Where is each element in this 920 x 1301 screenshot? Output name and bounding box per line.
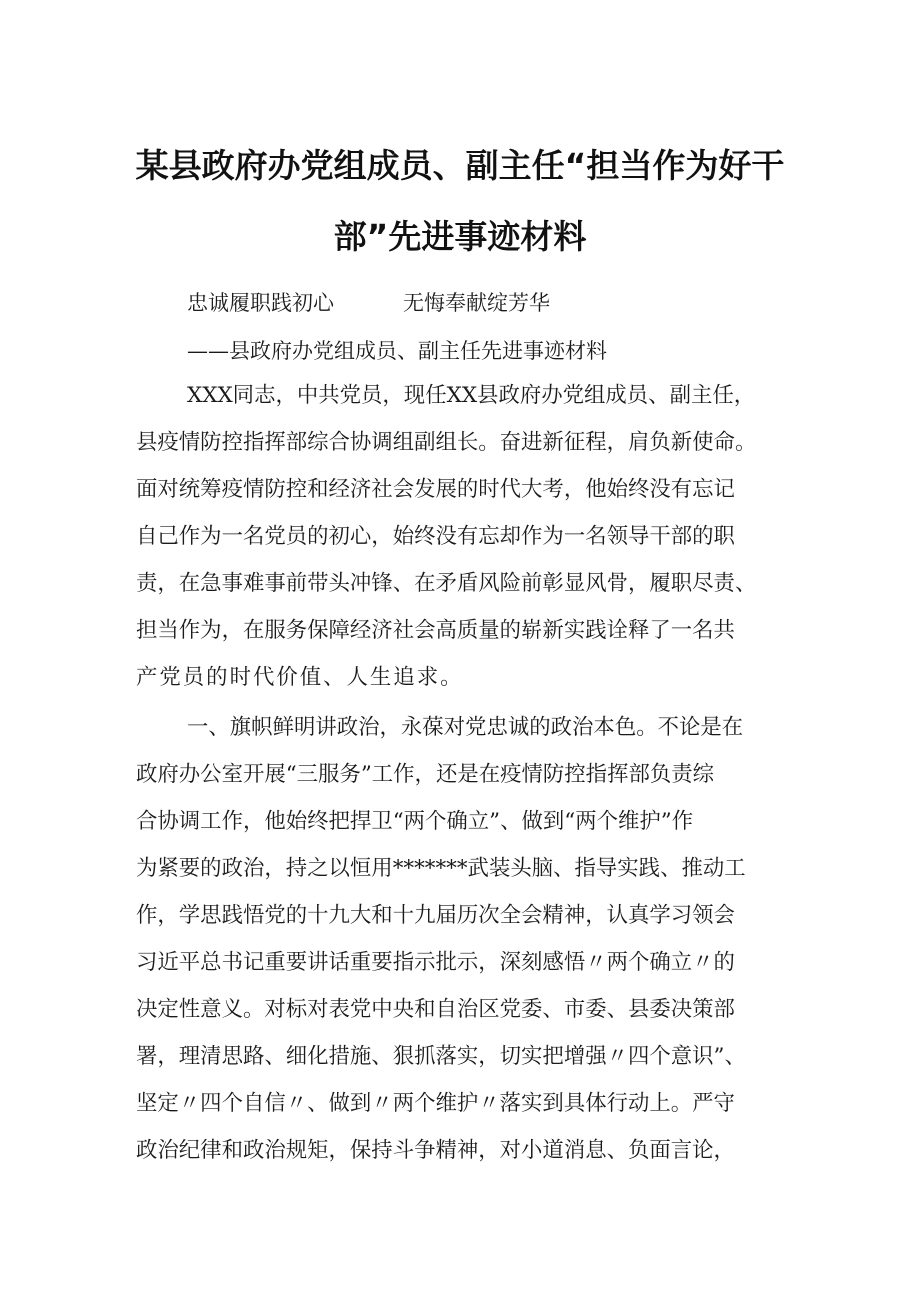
paragraph-line: 面对统筹疫情防控和经济社会发展的时代大考，他始终没有忘记 (136, 477, 735, 502)
paragraph-line: 习近平总书记重要讲话重要指示批示，深刻感悟〃两个确立〃的 (136, 950, 735, 975)
paragraph-line: 政治纪律和政治规矩，保持斗争精神，对小道消息、负面言论， (136, 1138, 735, 1163)
paragraph-line: 作，学思践悟党的十九大和十九届历次全会精神，认真学习领会 (136, 903, 735, 928)
subtitle-left: 忠诚履职践初心 (187, 291, 334, 315)
paragraph-line: 一、旗帜鲜明讲政治，永葆对党忠诚的政治本色。不论是在 (187, 715, 744, 740)
paragraph-line: 政府办公室开展“三服务”工作，还是在疫情防控指挥部负责综 (136, 762, 715, 787)
document-title-line-1: 某县政府办党组成员、副主任“担当作为好干 (135, 146, 785, 185)
paragraph-line: 担当作为，在服务保障经济社会高质量的崭新实践诠释了一名共 (136, 618, 735, 643)
document-title-line-2: 部”先进事迹材料 (333, 217, 587, 256)
paragraph-line: 合协调工作，他始终把捍卫“两个确立”、做到“两个维护”作 (136, 809, 694, 834)
paragraph-line: 县疫情防控指挥部综合协调组副组长。奋进新征程，肩负新使命。 (136, 430, 757, 455)
subtitle-dash: ——县政府办党组成员、副主任先进事迹材料 (187, 339, 607, 363)
paragraph-line: 署，理清思路、细化措施、狠抓落实，切实把增强〃四个意识”、 (136, 1044, 746, 1069)
paragraph-line: 坚定〃四个自信〃、做到〃两个维护〃落实到具体行动上。严守 (136, 1091, 735, 1116)
paragraph-line: 自己作为一名党员的初心，始终没有忘却作为一名领导干部的职 (136, 524, 735, 549)
paragraph-line: XXX同志，中共党员，现任XX县政府办党组成员、副主任， (187, 383, 756, 408)
paragraph-line: 产党员的时代价值、人生追求。 (136, 665, 464, 690)
subtitle-right: 无悔奉献绽芳华 (403, 291, 550, 315)
paragraph-line: 为紧要的政治，持之以恒用*******武装头脑、指导实践、推动工 (136, 856, 746, 881)
paragraph-line: 责，在急事难事前带头冲锋、在矛盾风险前彰显风骨，履职尽责、 (136, 571, 757, 596)
paragraph-line: 决定性意义。对标对表党中央和自治区党委、市委、县委决策部 (136, 997, 735, 1022)
